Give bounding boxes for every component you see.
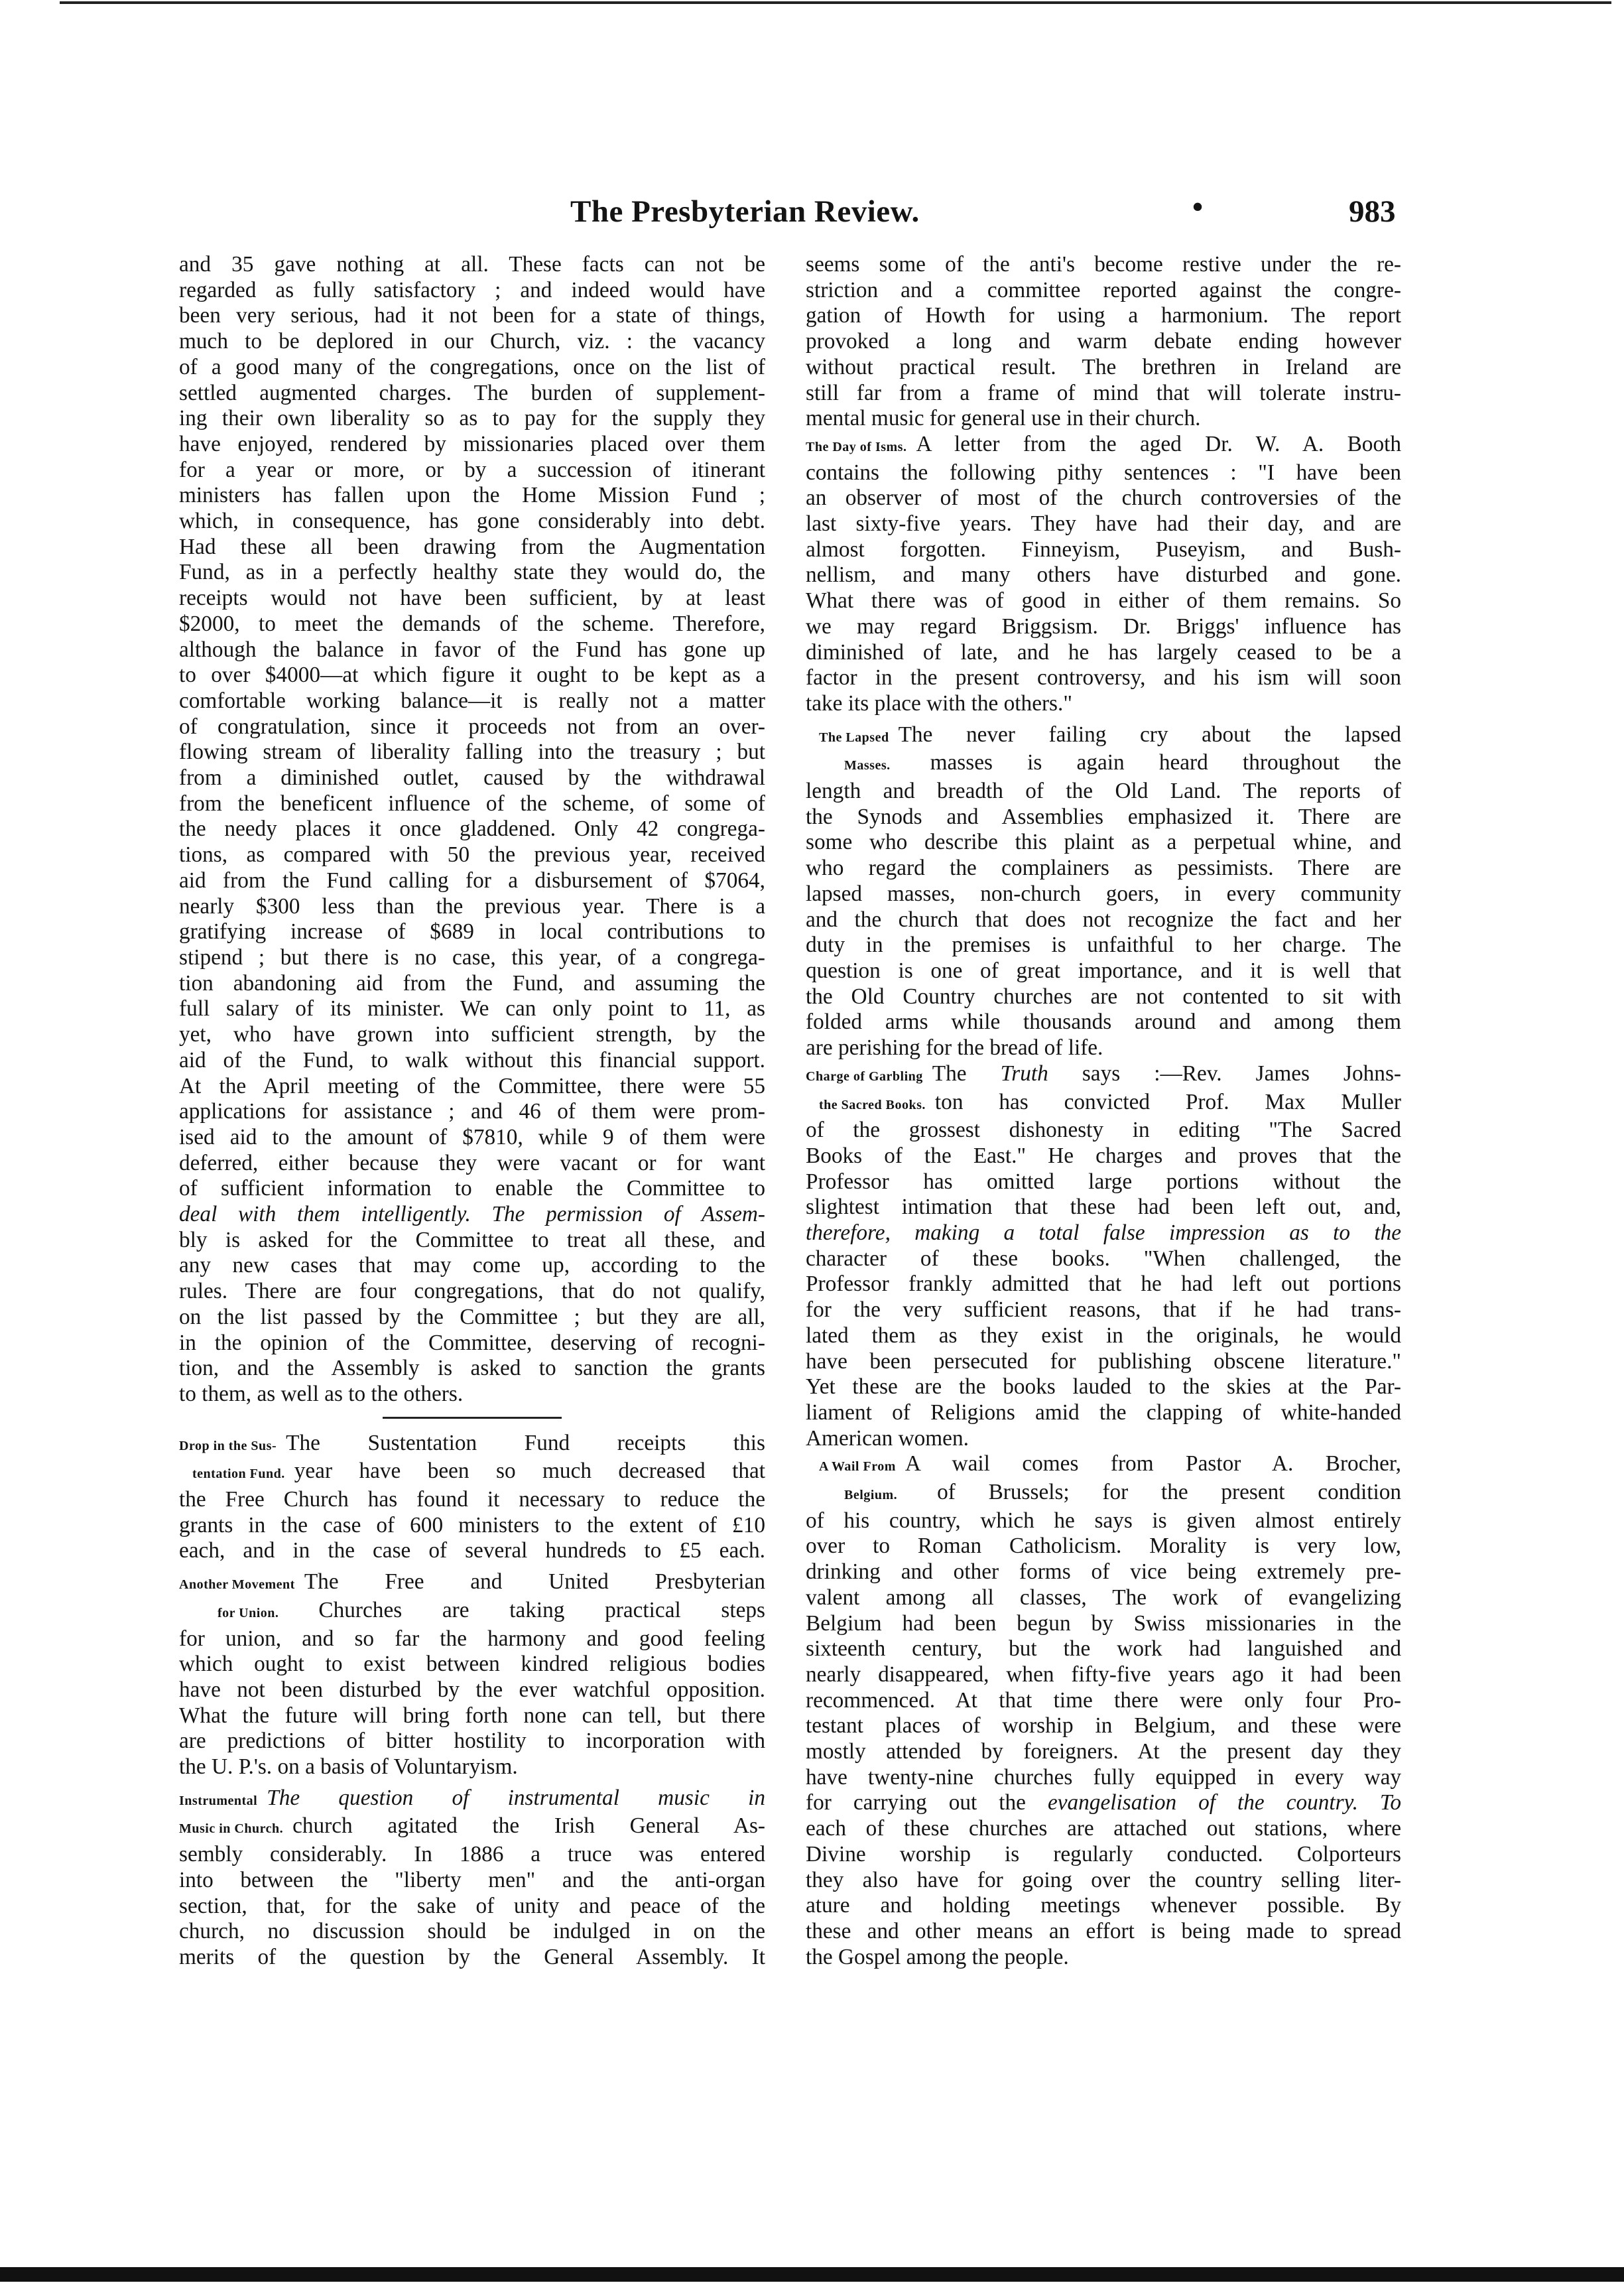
- item-head-line: [806, 1061, 1401, 1090]
- text-line: Had these all been drawing from the Augmentation: [179, 534, 765, 559]
- organ-continuation-text: [806, 252, 1401, 432]
- text-line: from the beneficent influence of the scheme, of some of: [179, 791, 765, 816]
- italic-text: Truth: [1000, 1061, 1048, 1086]
- top-rule: [60, 1, 1611, 4]
- text-line: mental music for general use in their church.: [806, 406, 1201, 431]
- text-line: flowing stream of liberality falling into the treasury ; but: [179, 740, 765, 765]
- text-line: Belgium had been begun by Swiss missionaries in the: [806, 1610, 1401, 1636]
- side-heading: the Sacred Books.: [819, 1097, 926, 1112]
- text-line: question is one of great importance, and it is well that: [806, 958, 1401, 983]
- text-line: church, no discussion should be indulged in on the: [179, 1919, 765, 1944]
- page-number: 983: [1349, 194, 1396, 229]
- text-line: still far from a frame of mind that will tolerate instru-: [806, 380, 1401, 405]
- italic-text: deal with them intelligently.: [179, 1202, 471, 1227]
- italic-text: The permission of Assem-: [470, 1202, 765, 1227]
- text-line: over to Roman Catholicism. Morality is very low,: [806, 1534, 1401, 1559]
- item-charge-of-garbling: [806, 1061, 1401, 1452]
- text-line: in the opinion of the Committee, deserving of recogni-: [179, 1330, 765, 1355]
- text-line: ton has convicted Prof. Max Muller: [934, 1089, 1401, 1114]
- text-line: of his country, which he says is given almost entirely: [806, 1508, 1401, 1533]
- text-line: $2000, to meet the demands of the scheme. Therefore,: [179, 611, 765, 636]
- text-line: striction and a committee reported against the congre-: [806, 277, 1401, 302]
- text-line: lapsed masses, non-church goers, in every community: [806, 881, 1401, 906]
- text-line: ature and holding meetings whenever possible. By: [806, 1893, 1401, 1918]
- text-line: character of these books. "When challenged, the: [806, 1246, 1401, 1271]
- text-line: the needy places it once gladdened. Only 42 congrega-: [179, 817, 765, 842]
- text-line: testant places of worship in Belgium, and these were: [806, 1713, 1401, 1738]
- text-line: [179, 1202, 765, 1228]
- side-heading: Belgium.: [844, 1488, 898, 1503]
- item-head-line: [179, 1786, 765, 1814]
- text-line: have not been disturbed by the ever watchful opposition.: [179, 1677, 765, 1702]
- italic-text: therefore,: [806, 1220, 891, 1246]
- text-line: receipts would not have been sufficient, by at least: [179, 586, 765, 611]
- text-line: mostly attended by foreigners. At the present day they: [806, 1739, 1401, 1764]
- text-line: seems some of the anti's become restive under the re-: [806, 252, 1401, 277]
- text-line: of Brussels; for the present condition: [937, 1480, 1401, 1505]
- side-heading: tentation Fund.: [192, 1467, 285, 1482]
- left-column: [179, 252, 765, 1971]
- text-line: liament of Religions amid the clapping of white-handed: [806, 1400, 1401, 1425]
- text-line: yet, who have grown into sufficient strength, by the: [179, 1022, 765, 1047]
- text-line: we may regard Briggsism. Dr. Briggs' influence has: [806, 614, 1401, 639]
- text-line: Professor has omitted large portions without the: [806, 1169, 1401, 1194]
- side-heading: A Wail From: [819, 1459, 896, 1474]
- text-line: the Old Country churches are not contented to sit with: [806, 984, 1401, 1009]
- item-wail-from-belgium: [806, 1451, 1401, 1970]
- text-line: last sixty-five years. They have had their day, and are: [806, 511, 1401, 537]
- text-line: ing their own liberality so as to pay for the supply they: [179, 406, 765, 431]
- text-line: merits of the question by the General Assembly. It: [179, 1945, 765, 1969]
- text-line: contains the following pithy sentences : "I have been: [806, 460, 1401, 485]
- text-line: factor in the present controversy, and his ism will soon: [806, 665, 1401, 690]
- text-line: although the balance in favor of the Fund has gone up: [179, 637, 765, 662]
- item-head-line: [179, 1813, 765, 1842]
- text-line: duty in the premises is unfaithful to her charge. The: [806, 933, 1401, 958]
- text-line: of sufficient information to enable the Committee to: [179, 1176, 765, 1201]
- text-line: masses is again heard throughout the: [930, 750, 1401, 775]
- bottom-rule: [0, 2267, 1624, 2282]
- header-dot: •: [1192, 190, 1204, 224]
- text-line: At the April meeting of the Committee, there were 55: [179, 1073, 765, 1098]
- text-line: who regard the complainers as pessimists. There are: [806, 856, 1401, 881]
- text-line: regarded as fully satisfactory ; and indeed would have: [179, 277, 765, 302]
- text-line: aid of the Fund, to walk without this financial support.: [179, 1047, 765, 1073]
- item-head-line: [806, 750, 1401, 779]
- text-line: Books of the East." He charges and proves that the: [806, 1143, 1401, 1168]
- text-line: into between the "liberty men" and the anti-organ: [179, 1867, 765, 1892]
- text-line: [932, 1061, 1401, 1087]
- text-line: What there was of good in either of them remains. So: [806, 588, 1401, 614]
- text-line: are predictions of bitter hostility to incorporation with: [179, 1729, 765, 1754]
- italic-text: The question of instrumental music in: [267, 1785, 765, 1810]
- text-line: provoked a long and warm debate ending however: [806, 329, 1401, 354]
- text-line: nearly disappeared, when fifty-five years ago it had been: [806, 1662, 1401, 1687]
- text-line: of a good many of the congregations, once on the list of: [179, 354, 765, 379]
- text-line: on the list passed by the Committee ; but they are all,: [179, 1304, 765, 1329]
- text-line: A letter from the aged Dr. W. A. Booth: [916, 431, 1401, 456]
- text-line: to over $4000—at which figure it ought to be kept as a: [179, 663, 765, 688]
- section-divider: [383, 1417, 562, 1419]
- text-line: bly is asked for the Committee to treat all these, and: [179, 1227, 765, 1252]
- item-head-line: [806, 1090, 1401, 1118]
- text-line: nellism, and many others have disturbed and gone.: [806, 562, 1401, 588]
- side-heading: Drop in the Sus-: [179, 1438, 277, 1453]
- text-line: ised aid to the amount of $7810, while 9 of them were: [179, 1124, 765, 1149]
- item-head-line: [806, 1451, 1401, 1480]
- text-line: for a year or more, or by a succession of itinerant: [179, 457, 765, 482]
- text-line: tion, and the Assembly is asked to sanction the grants: [179, 1356, 765, 1381]
- text-line: each, and in the case of several hundreds to £5 each.: [179, 1538, 765, 1563]
- text-line: A wail comes from Pastor A. Brocher,: [905, 1451, 1401, 1476]
- text-line: Professor frankly admitted that he had left out portions: [806, 1272, 1401, 1297]
- text-line: drinking and other forms of vice being extremely pre-: [806, 1559, 1401, 1585]
- text-run: The: [932, 1061, 1001, 1086]
- text-line: The Free and United Presbyterian: [304, 1569, 765, 1595]
- text-run: says :—Rev. James Johns-: [1048, 1061, 1402, 1086]
- item-head-line: [179, 1569, 765, 1598]
- text-line: tion abandoning aid from the Fund, and assuming the: [179, 970, 765, 996]
- text-line: comfortable working balance—it is really not a matter: [179, 688, 765, 713]
- text-line: from a diminished outlet, caused by the withdrawal: [179, 765, 765, 791]
- text-line: folded arms while thousands around and among them: [806, 1010, 1401, 1035]
- text-line: which, in consequence, has gone considerably into debt.: [179, 509, 765, 534]
- text-line: Yet these are the books lauded to the skies at the Par-: [806, 1374, 1401, 1400]
- text-line: sixteenth century, but the work had languished and: [806, 1636, 1401, 1662]
- text-line: Divine worship is regularly conducted. Colporteurs: [806, 1841, 1401, 1867]
- text-line: The never failing cry about the lapsed: [898, 722, 1401, 747]
- text-line: almost forgotten. Finneyism, Puseyism, and Bush-: [806, 537, 1401, 562]
- text-line: sembly considerably. In 1886 a truce was entered: [179, 1842, 765, 1867]
- text-line: rules. There are four congregations, that do not qualify,: [179, 1279, 765, 1304]
- text-line: American women.: [806, 1425, 969, 1451]
- text-line: and 35 gave nothing at all. These facts can not be: [179, 252, 765, 277]
- text-line: the U. P.'s. on a basis of Voluntaryism.: [179, 1754, 518, 1780]
- text-line: some who describe this plaint as a perpetual whine, and: [806, 830, 1401, 855]
- italic-text: evangelisation of the country. To: [1047, 1790, 1401, 1815]
- text-line: for the very sufficient reasons, that if he had trans-: [806, 1297, 1401, 1323]
- text-line: deferred, either because they were vacant or for want: [179, 1150, 765, 1175]
- text-line: Churches are taking practical steps: [318, 1597, 765, 1622]
- text-line: to them, as well as to the others.: [179, 1381, 464, 1406]
- item-head-line: [806, 1480, 1401, 1508]
- text-line: church agitated the Irish General As-: [292, 1813, 765, 1839]
- text-line: any new cases that may come up, according to the: [179, 1253, 765, 1278]
- text-line: length and breadth of the Old Land. The reports of: [806, 779, 1401, 804]
- item-head-line: [806, 432, 1401, 460]
- text-line: an observer of most of the church controversies of the: [806, 486, 1401, 511]
- text-line: Fund, as in a perfectly healthy state they would do, the: [179, 560, 765, 585]
- text-line: full salary of its minister. We can only point to 11, as: [179, 996, 765, 1021]
- item-head-line: [179, 1598, 765, 1626]
- item-head-line: [179, 1431, 765, 1459]
- side-heading: The Lapsed: [819, 730, 889, 745]
- italic-text: making a total false impression as to the: [890, 1220, 1401, 1246]
- text-line: recommenced. At that time there were only four Pro-: [806, 1687, 1401, 1713]
- text-line: applications for assistance ; and 46 of them were prom-: [179, 1099, 765, 1124]
- text-line: valent among all classes, The work of evangelizing: [806, 1585, 1401, 1610]
- text-line: are perishing for the bread of life.: [806, 1035, 1103, 1061]
- side-heading: Another Movement: [179, 1577, 295, 1593]
- text-line: gation of Howth for using a harmonium. The report: [806, 303, 1401, 328]
- text-line: tions, as compared with 50 the previous year, received: [179, 842, 765, 868]
- text-line: year have been so much decreased that: [294, 1459, 765, 1484]
- text-line: gratifying increase of $689 in local contributions to: [179, 919, 765, 945]
- text-line: [806, 1220, 1401, 1246]
- text-line: which ought to exist between kindred religious bodies: [179, 1652, 765, 1677]
- item-union-movement: [179, 1569, 765, 1780]
- text-line: have enjoyed, rendered by missionaries placed over them: [179, 431, 765, 456]
- right-column: [806, 252, 1401, 1970]
- text-line: have twenty-nine churches fully equipped in every way: [806, 1764, 1401, 1790]
- text-line: have been persecuted for publishing obscene literature.": [806, 1348, 1401, 1374]
- text-line: [806, 1790, 1401, 1816]
- side-heading: Instrumental: [179, 1793, 258, 1808]
- text-line: settled augmented charges. The burden of supplement-: [179, 380, 765, 405]
- text-line: stipend ; but there is no case, this year, of a congrega-: [179, 945, 765, 970]
- text-line: What the future will bring forth none can tell, but there: [179, 1703, 765, 1728]
- side-heading: The Day of Isms.: [806, 439, 907, 454]
- text-line: of congratulation, since it proceeds not from an over-: [179, 714, 765, 739]
- side-heading: for Union.: [218, 1605, 279, 1620]
- text-line: of the grossest dishonesty in editing "The Sacred: [806, 1118, 1401, 1143]
- text-line: lated them as they exist in the originals, he would: [806, 1323, 1401, 1348]
- text-line: nearly $300 less than the previous year. There is a: [179, 893, 765, 919]
- item-instrumental-music: [179, 1786, 765, 1971]
- text-line: these and other means an effort is being made to spread: [806, 1919, 1401, 1943]
- text-line: grants in the case of 600 ministers to the extent of £10: [179, 1512, 765, 1538]
- text-line: each of these churches are attached out stations, where: [806, 1816, 1401, 1841]
- text-line: much to be deplored in our Church, viz. : the vacancy: [179, 329, 765, 354]
- side-heading: Music in Church.: [179, 1821, 284, 1837]
- text-line: been very serious, had it not been for a state of things,: [179, 303, 765, 328]
- item-head-line: [179, 1459, 765, 1487]
- running-head: [0, 179, 1624, 239]
- text-line: aid from the Fund calling for a disbursement of $7064,: [179, 868, 765, 893]
- text-line: they also have for going over the country selling liter-: [806, 1867, 1401, 1892]
- text-line: and the church that does not recognize the fact and her: [806, 907, 1401, 932]
- item-lapsed-masses: [806, 722, 1401, 1061]
- side-heading: Masses.: [844, 758, 891, 773]
- text-line: for union, and so far the harmony and good feeling: [179, 1626, 765, 1651]
- item-sustentation-fund: [179, 1431, 765, 1565]
- text-run: for carrying out the: [806, 1790, 1048, 1815]
- text-line: the Free Church has found it necessary to reduce the: [179, 1487, 765, 1512]
- text-line: slightest intimation that these had been left out, and,: [806, 1195, 1401, 1220]
- text-line: ministers has fallen upon the Home Mission Fund ;: [179, 483, 765, 508]
- augmentation-fund-text: [179, 252, 765, 1408]
- journal-title: The Presbyterian Review.: [570, 194, 920, 229]
- side-heading: Charge of Garbling: [806, 1069, 923, 1084]
- text-line: diminished of late, and he has largely ceased to be a: [806, 639, 1401, 665]
- text-line: the Synods and Assemblies emphasized it. There are: [806, 804, 1401, 829]
- text-line: take its place with the others.": [806, 690, 1072, 716]
- text-line: without practical result. The brethren in Ireland are: [806, 354, 1401, 379]
- text-line: the Gospel among the people.: [806, 1944, 1069, 1969]
- item-head-line: [806, 722, 1401, 751]
- text-line: The Sustentation Fund receipts this: [286, 1430, 765, 1455]
- text-line: section, that, for the sake of unity and peace of the: [179, 1893, 765, 1918]
- item-day-of-isms: [806, 432, 1401, 717]
